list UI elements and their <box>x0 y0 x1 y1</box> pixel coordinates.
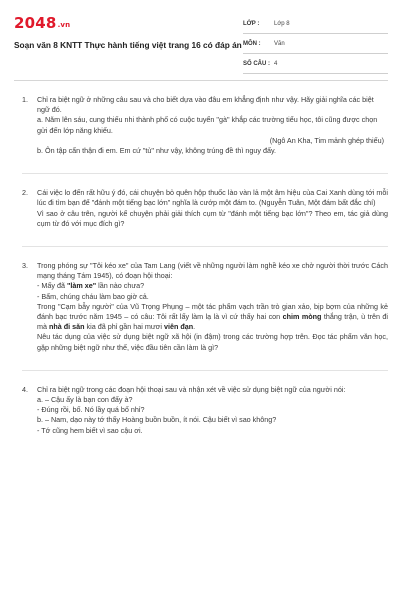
meta-value-subject: Văn <box>274 40 285 47</box>
question-text: a. – Cậu ấy là bạn con đấy à? <box>37 395 133 405</box>
question-text: - Đúng rồi, bố. Nó lầy quá bố nhỉ? <box>37 405 145 415</box>
question-text: b. – Nam, dạo này tớ thấy Hoàng buồn buồn, ít nói. Cậu biết vì sao không? <box>37 415 277 425</box>
question-number: 4. <box>22 384 28 394</box>
question-text: - Tớ cũng hem biết vì sao cậu ơi. <box>37 425 143 435</box>
question-2 <box>14 188 388 229</box>
meta-row-subject <box>243 34 388 54</box>
question-text: Cái việc lo đến rất hữu ý đó, cái chuyện bỏ quên hộp thuốc lào vàn lả một âm hiệu của Cai Xanh dùng tới mỗi lúc đi tìm bạn để "đánh một tiếng bạc lớn" nghĩa là cướp một đám to. (Nguyễn Tuân, Một đám bất đắc chí) <box>37 188 388 208</box>
logo-main: 2048 <box>14 14 57 32</box>
question-text: - Bẩm, chúng cháu làm bao giờ cả. <box>37 291 149 301</box>
question-divider <box>22 370 388 371</box>
meta-value-count: 4 <box>274 60 278 67</box>
meta-table <box>243 14 388 74</box>
document-title: Soạn văn 8 KNTT Thực hành tiếng việt trang 16 có đáp án <box>14 40 242 50</box>
meta-label-subject: MÔN : <box>243 40 261 47</box>
question-text: Trong "Cạm bẫy người" của Vũ Trọng Phụng – một tác phẩm vạch trần trò gian xảo, bịp bợm của những kẻ đánh bạc trước năm 1945 – có câu: Tôi rất lấy làm lạ là vì cứ thấy hai con chim mòng thắng trận, ù trên đi mà nhà đi săn kia đã phỉ gần hai mươi viên đạn. <box>37 301 389 332</box>
question-text: - Mấy đã "làm xe" lần nào chưa? <box>37 281 145 291</box>
logo-tld: .vn <box>57 21 71 29</box>
document-header <box>14 14 388 76</box>
question-text: Nêu tác dụng của việc sử dụng biệt ngữ xã hội (in đậm) trong các trường hợp trên. Đọc tác phẩm văn học, gặp những biệt ngữ như thế, việc đầu tiên cần làm là gì? <box>37 332 388 352</box>
question-text: Chỉ ra biệt ngữ trong các đoạn hội thoại sau và nhận xét về việc sử dụng biệt ngữ của người nói: <box>37 384 346 394</box>
meta-value-class: Lớp 8 <box>274 20 290 27</box>
site-logo[interactable] <box>14 14 70 32</box>
meta-row-class <box>243 14 388 34</box>
question-divider <box>22 173 388 174</box>
highlighted-slang: chim mòng <box>282 312 322 322</box>
question-list <box>14 95 388 436</box>
highlighted-slang: viên đạn <box>163 322 194 332</box>
meta-label-class: LỚP : <box>243 20 260 27</box>
question-text: Vì sao ở câu trên, người kể chuyện phải giải thích cụm từ "đánh một tiếng bạc lớn"? Theo em, tác giả dùng cụm từ đó với mục đích gì? <box>37 208 388 228</box>
question-text: Chỉ ra biệt ngữ ở những câu sau và cho biết dựa vào đâu em khẳng định như vậy. Hãy giải nghĩa các biệt ngữ đó. <box>37 95 374 115</box>
question-text: a. Năm lên sáu, cung thiếu nhi thành phố có cuộc tuyển "gà" khắp các trường tiểu học, tôi cũng được chọn gửi đến lớp năng khiếu. <box>37 115 378 135</box>
question-4 <box>14 385 388 436</box>
meta-label-count: SỐ CÂU : <box>243 60 270 67</box>
question-text: Trong phóng sự "Tôi kéo xe" của Tam Lang (viết về những người làm nghề kéo xe chở người thời trước Cách mạng tháng Tám 1945), có đoạn hội thoại: <box>37 261 388 281</box>
question-3 <box>14 261 388 353</box>
question-citation: (Ngô An Kha, Tim mảnh ghép thiếu) <box>269 135 384 145</box>
question-number: 2. <box>22 188 28 198</box>
question-number: 3. <box>22 261 28 271</box>
header-divider <box>14 80 388 81</box>
meta-row-count <box>243 54 388 74</box>
question-divider <box>22 246 388 247</box>
question-text: b. Ôn tập cẩn thận đi em. Em cứ "tủ" như vậy, không trúng đề thì nguy đấy. <box>37 146 277 156</box>
highlighted-slang: nhà đi săn <box>48 322 85 332</box>
question-1 <box>14 95 388 156</box>
highlighted-slang: "làm xe" <box>66 281 97 291</box>
question-number: 1. <box>22 95 28 104</box>
